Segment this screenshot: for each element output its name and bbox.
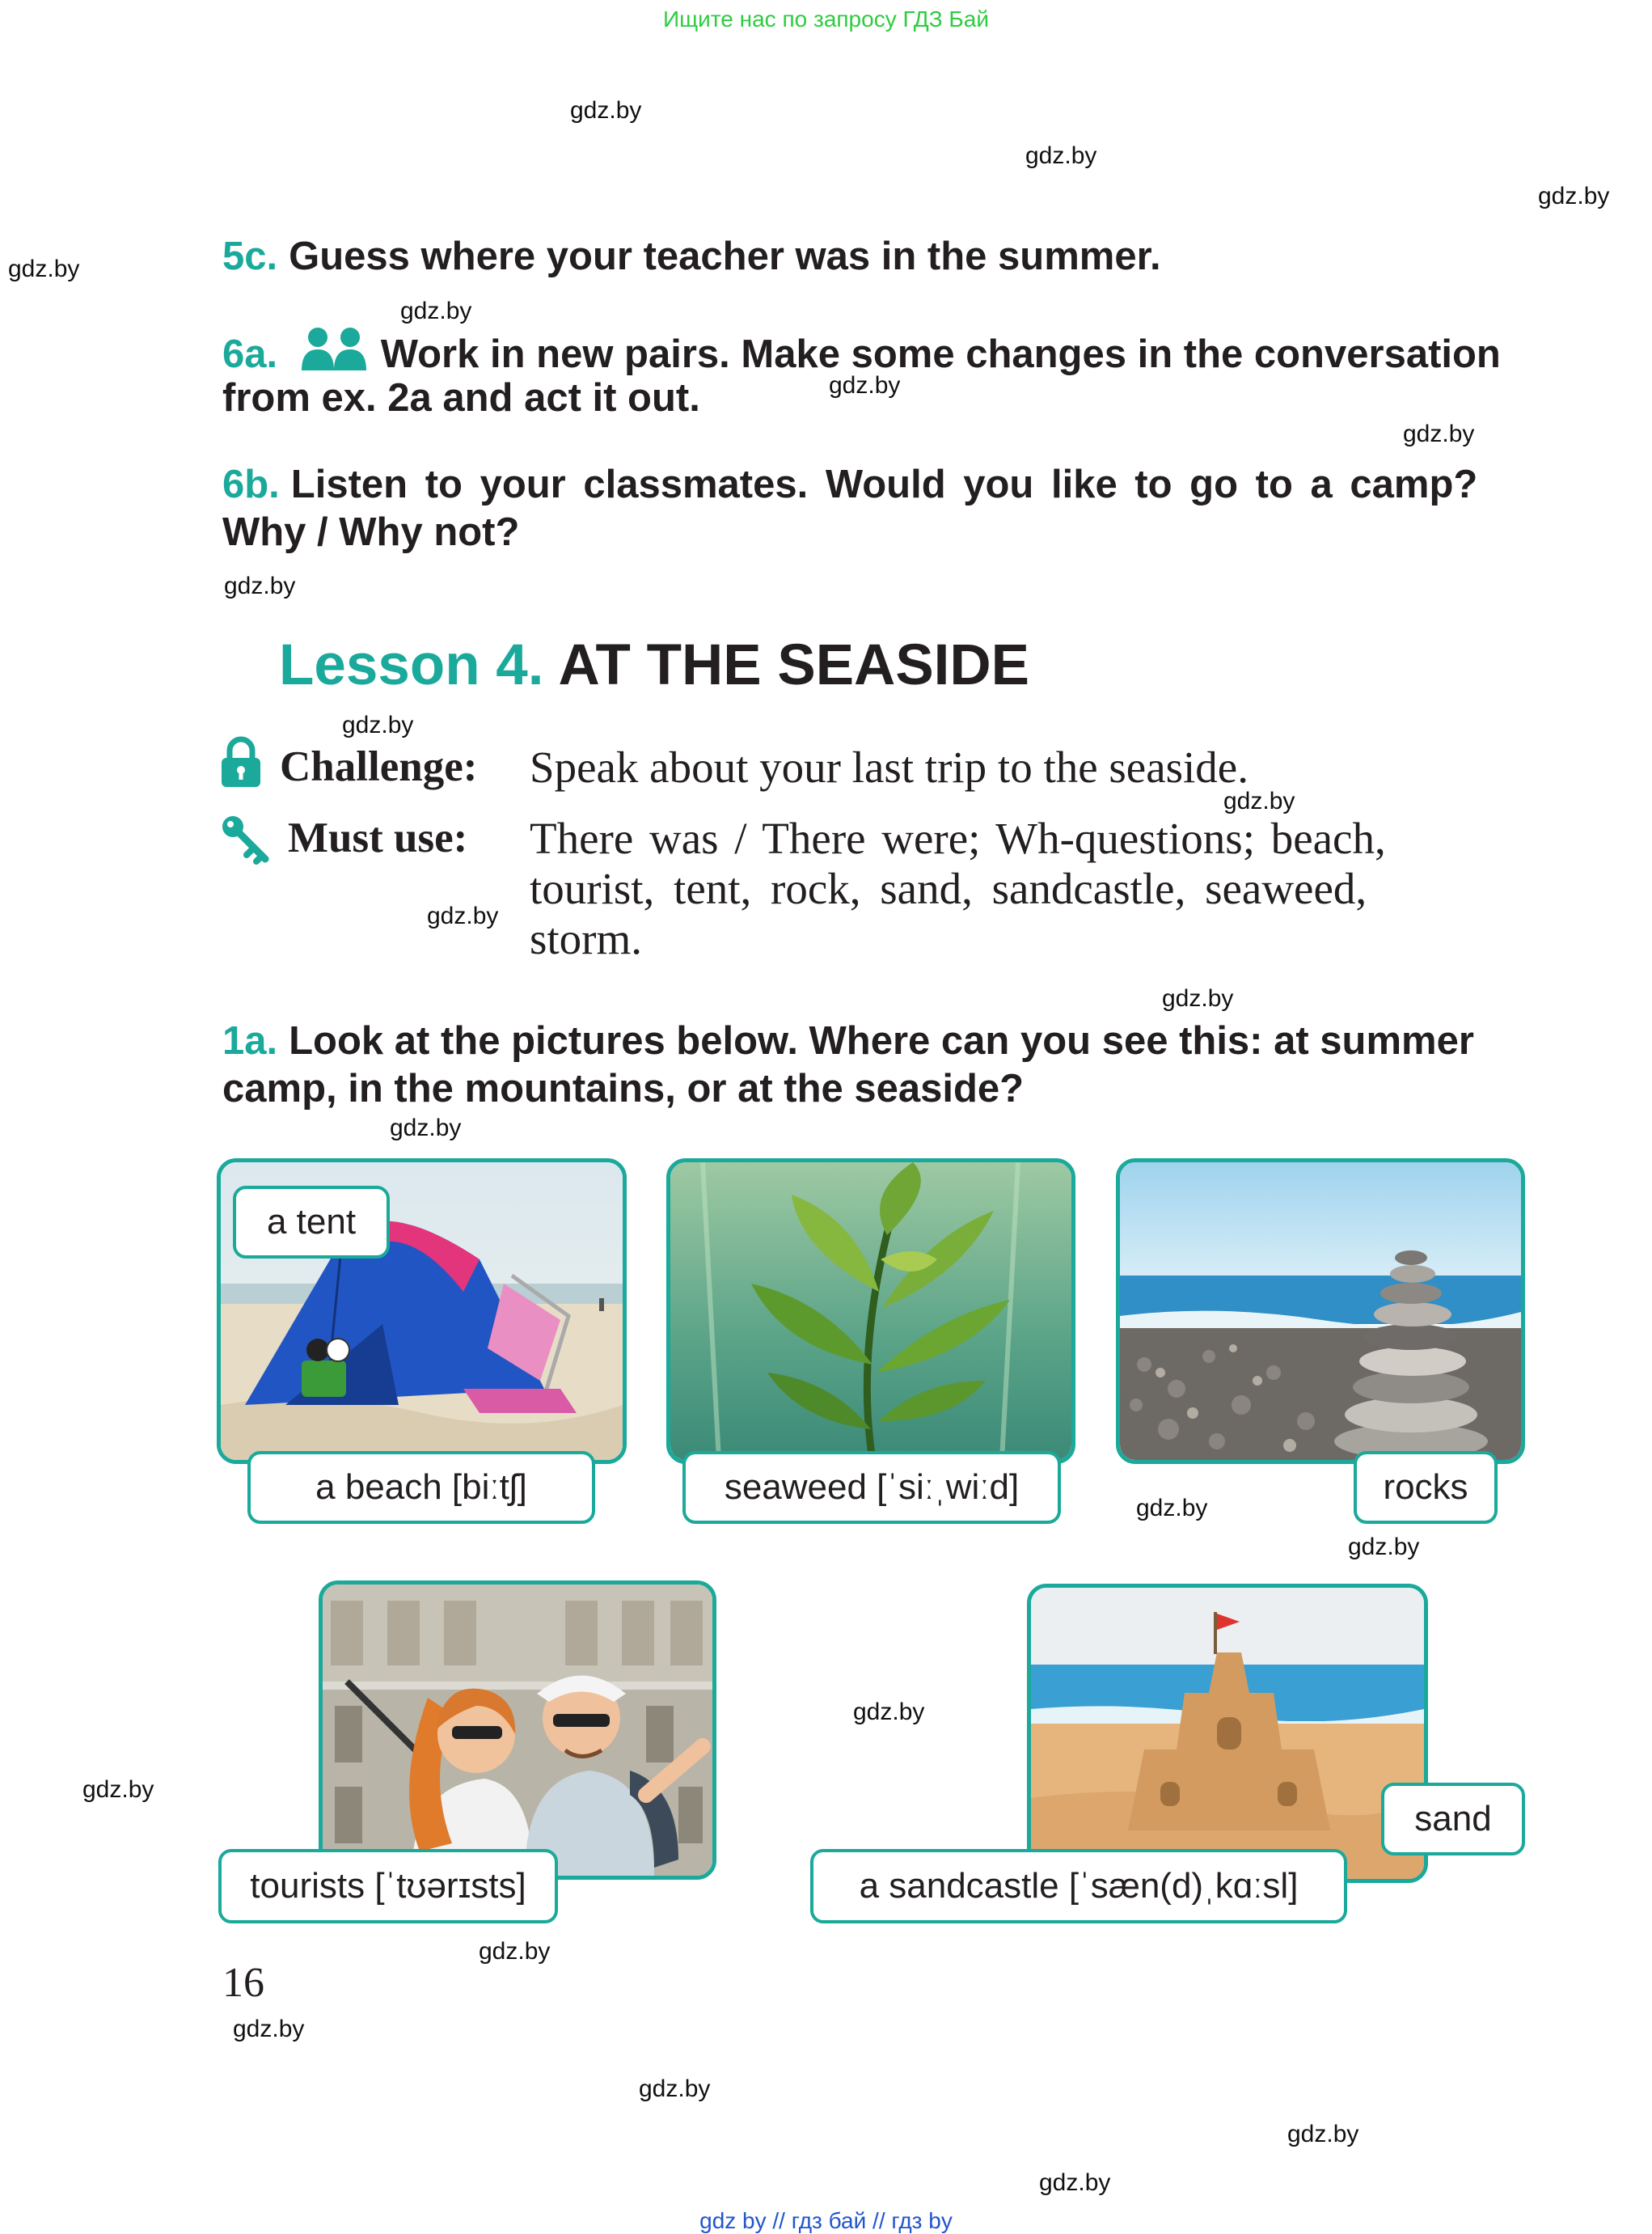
task-text: Guess where your teacher was in the summer. — [289, 235, 1161, 278]
watermark: gdz.by — [224, 573, 296, 599]
footer-links: gdz by // гдз бай // гдз by — [699, 2208, 953, 2233]
must-use-label: Must use: — [288, 814, 468, 861]
task-6b — [222, 461, 1524, 509]
watermark: gdz.by — [1403, 421, 1475, 447]
label-sandcastle: a sandcastle [ˈsæn(d)ˌkɑːsl] — [810, 1849, 1347, 1923]
task-1a-line2: camp, in the mountains, or at the seaside? — [222, 1067, 1025, 1111]
label-beach: a beach [biːtʃ] — [247, 1451, 595, 1524]
watermark: gdz.by — [390, 1115, 462, 1141]
task-6b-line2: Why / Why not? — [222, 510, 520, 554]
rocks-photo — [1116, 1158, 1525, 1464]
watermark: gdz.by — [1223, 788, 1295, 814]
tourists-photo — [319, 1580, 716, 1880]
lesson-number: Lesson 4. — [279, 633, 544, 697]
watermark: gdz.by — [1136, 1495, 1208, 1521]
task-number: 6b. — [222, 463, 280, 506]
challenge-label: Challenge: — [280, 743, 478, 790]
watermark: gdz.by — [570, 97, 642, 124]
watermark: gdz.by — [639, 2075, 711, 2102]
label-sand: sand — [1381, 1783, 1525, 1855]
task-text-line: Work in new pairs. Make some changes in the conversation — [380, 332, 1501, 376]
watermark: gdz.by — [400, 298, 472, 324]
task-text-line: Listen to your classmates. Would you like to go to a camp? — [290, 463, 1478, 506]
watermark: gdz.by — [1162, 985, 1234, 1012]
must-use-line2: tourist, tent, rock, sand, sandcastle, seaweed, — [530, 864, 1367, 913]
watermark: gdz.by — [427, 903, 499, 929]
watermark: gdz.by — [1039, 2169, 1111, 2196]
watermark: gdz.by — [8, 256, 80, 282]
task-number: 1a. — [222, 1019, 278, 1063]
must-use-line3: storm. — [530, 914, 643, 963]
watermark: gdz.by — [1348, 1534, 1420, 1560]
top-banner: Ищите нас по запросу ГДЗ Бай — [662, 6, 990, 32]
watermark: gdz.by — [233, 2016, 305, 2042]
task-number: 6a. — [222, 332, 278, 376]
lock-icon — [220, 736, 262, 792]
watermark: gdz.by — [1538, 183, 1610, 209]
task-6a-line2: from ex. 2a and act it out. — [222, 376, 700, 420]
watermark: gdz.by — [829, 372, 901, 399]
lesson-name: AT THE SEASIDE — [558, 633, 1030, 697]
task-1a — [222, 1018, 1524, 1065]
challenge-text: Speak about your last trip to the seaside. — [530, 743, 1249, 792]
sandcastle-photo — [1027, 1584, 1428, 1883]
label-tourists: tourists [ˈtʊərɪsts] — [218, 1849, 558, 1923]
watermark: gdz.by — [853, 1699, 925, 1725]
seaweed-photo — [666, 1158, 1075, 1464]
key-icon — [220, 814, 270, 871]
task-text-line: Look at the pictures below. Where can you see this: at summer — [289, 1019, 1474, 1063]
label-rocks: rocks — [1354, 1451, 1498, 1524]
page-number: 16 — [222, 1960, 264, 2006]
task-5c — [222, 233, 1524, 281]
watermark: gdz.by — [82, 1776, 154, 1803]
watermark: gdz.by — [1025, 142, 1097, 169]
task-number: 5c. — [222, 235, 278, 278]
must-use-line1: There was / There were; Wh-questions; beach, — [530, 814, 1386, 863]
watermark: gdz.by — [1287, 2121, 1359, 2147]
lesson-title — [279, 633, 1029, 698]
watermark: gdz.by — [342, 712, 414, 738]
watermark: gdz.by — [479, 1938, 551, 1965]
label-seaweed: seaweed [ˈsiːˌwiːd] — [682, 1451, 1061, 1524]
label-tent: a tent — [233, 1186, 390, 1259]
